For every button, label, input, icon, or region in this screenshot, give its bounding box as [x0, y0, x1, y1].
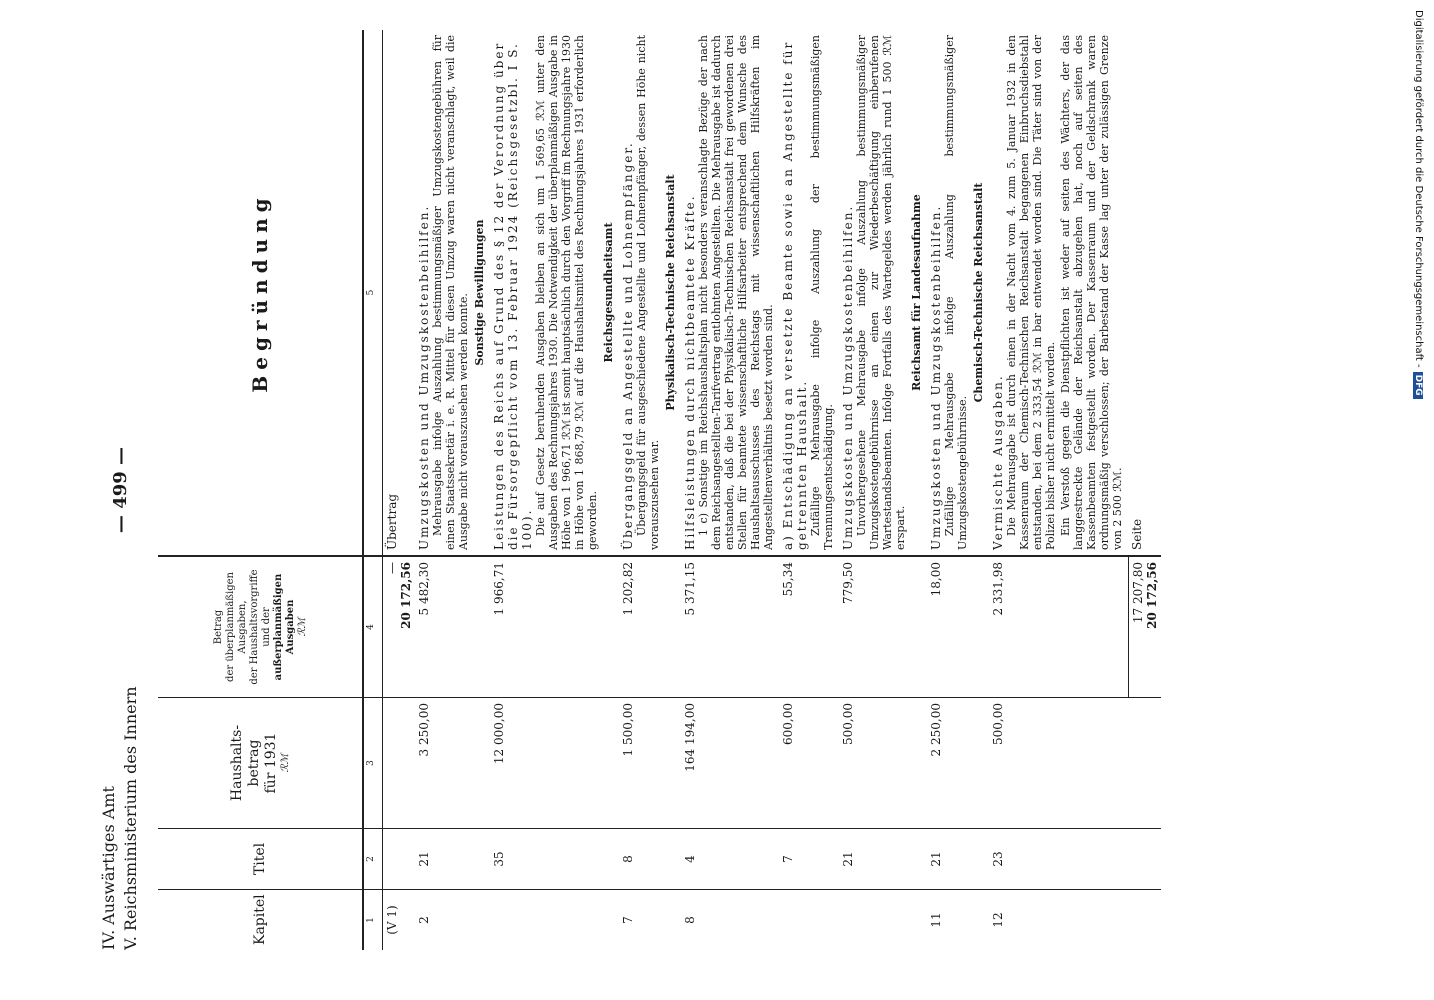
kapitel-cell: 2: [415, 890, 490, 951]
table-row: [839, 30, 927, 950]
explanation-paragraph: Die auf Gesetz beruhenden Ausgaben bleiben an sich um 1 569,65 ℛℳ unter den Ausgaben des Rechnungsjahres 1930. Die Notwendigkeit der überplanmäßigen Ausgabe in Höhe von 1 966,71 ℛℳ ist somit hauptsächlich durch den Vorgriff im Rechnungsjahre 1930 in Höhe von 1 868,79 ℛℳ auf die Haushaltsmittel des Rechnungsjahres 1931 erforderlich geworden.: [534, 35, 599, 550]
titel-cell: 23: [989, 829, 1128, 890]
explanation-paragraph: Unvorhergesehene Mehrausgabe infolge Auszahlung bestimmungsmäßiger Umzugskostengebührnisse an einen zur Wiederbeschäftigung einberufenen Wartestandsbeamten. Infolge Fortfalls des Wartegeldes werden jährlich rund 1 500 ℛℳ erspart.: [855, 35, 907, 550]
haushalt-cell: 2 250,00: [927, 698, 989, 829]
col-begruendung-header: Begründung: [158, 30, 363, 556]
begruendung-cell: [779, 30, 839, 556]
titel-cell: 8: [619, 829, 681, 890]
kapitel-cell: 12: [989, 890, 1128, 951]
kapitel-cell: [839, 890, 927, 951]
page-number: — 499 —: [110, 446, 131, 534]
table-row: [383, 30, 416, 950]
section-subheading: Physikalisch-Technische Reichsanstalt: [664, 174, 677, 411]
col-number: 4: [363, 556, 383, 698]
table-row: [989, 30, 1128, 950]
section-subheading: Chemisch-Technische Reichsanstalt: [972, 182, 985, 403]
col-titel-header: Titel: [158, 829, 363, 890]
carryover-label: Übertrag: [385, 493, 399, 550]
betrag-value: 20 172,56: [399, 562, 413, 629]
header-line-2: V. Reichsministerium des Innern: [121, 686, 140, 950]
section-subheading: Sonstige Bewilligungen: [473, 219, 486, 366]
begruendung-cell: [383, 30, 416, 556]
kapitel-cell: 8: [681, 890, 779, 951]
titel-cell: 7: [779, 829, 839, 890]
haushalt-cell: 500,00: [839, 698, 927, 829]
kapitel-cell: [779, 890, 839, 951]
entry-title: Umzugskosten und Umzugskostenbeihilfen.: [929, 204, 943, 550]
betrag-cell: [839, 556, 927, 698]
entry-title: Umzugskosten und Umzugskostenbeihilfen.: [841, 204, 855, 550]
explanation-paragraph: Mehrausgabe infolge Auszahlung bestimmungsmäßiger Umzugskostengebühren für einen Staatssekretär i. e. R. Mittel für diesen Umzug waren nicht veranschlagt, weil die Ausgabe nicht vorauszusehen werden konnte.: [431, 35, 470, 550]
entry-title: Übergangsgeld an Angestellte und Lohnempfänger.: [621, 141, 635, 550]
entry-title: Hilfsleistungen durch nichtbeamtete Kräfte.: [683, 194, 697, 550]
begruendung-cell: [927, 30, 989, 556]
col-number: 2: [363, 829, 383, 890]
betrag-cell: [490, 556, 619, 698]
titel-cell: 21: [415, 829, 490, 890]
titel-cell: 21: [839, 829, 927, 890]
table-row: [490, 30, 619, 950]
kapitel-cell: [490, 890, 619, 951]
kapitel-cell: (V 1): [383, 890, 416, 951]
explanation-paragraph: Zufällige Mehrausgabe infolge Auszahlung der bestimmungsmäßigen Trennungsentschädigung.: [809, 35, 835, 550]
betrag-cell: [989, 556, 1128, 698]
haushalt-cell: 12 000,00: [490, 698, 619, 829]
col-kapitel-header: Kapitel: [158, 890, 363, 951]
entry-title: a) Entschädigung an versetzte Beamte sowie an Angestellte für getrennten Haushalt.: [781, 40, 809, 550]
header-line-1: IV. Auswärtiges Amt: [99, 786, 118, 950]
betrag-value: 1 966,71: [492, 562, 506, 616]
begruendung-cell: [839, 30, 927, 556]
begruendung-cell: [681, 30, 779, 556]
kapitel-cell: 11: [927, 890, 989, 951]
entry-title: Umzugskosten und Umzugskostenbeihilfen.: [417, 204, 431, 550]
explanation-paragraph: Zufällige Mehrausgabe infolge Auszahlung bestimmungsmäßiger Umzugskostengebührnisse.: [943, 35, 969, 550]
col-betrag-header: Betrag der überplanmäßigen Ausgaben, der Haushaltsvorgriffe und der außerplanmäßigen Ausgaben ℛℳ: [158, 556, 363, 698]
betrag-cell: [619, 556, 681, 698]
table-row: [779, 30, 839, 950]
haushalt-cell: 1 500,00: [619, 698, 681, 829]
begruendung-cell: [619, 30, 681, 556]
section-subheading: Reichsgesundheitsamt: [602, 222, 615, 363]
explanation-paragraph: Die Mehrausgabe ist durch einen in der Nacht vom 4. zum 5. Januar 1932 in den Kassenraum der Chemisch-Technischen Reichsanstalt begangenen Einbruchsdiebstahl entstanden, bei dem 2 333,54 ℛℳ in bar entwendet worden sind. Die Täter sind von der Polizei bisher nicht ermittelt worden.: [1005, 35, 1057, 550]
haushalt-cell: 3 250,00: [415, 698, 490, 829]
betrag-value: 55,34: [781, 562, 795, 597]
col-haushalt-header: Haushalts- betrag für 1931 ℛℳ: [158, 698, 363, 829]
budget-table: [158, 30, 1161, 950]
begruendung-cell: [989, 30, 1128, 556]
explanation-paragraph: 1 c) Sonstige im Reichshaushaltsplan nicht besonders veranschlagte Bezüge der nach dem Reichsangestellten-Tarifvertrag entlohnten Angestellten. Die Mehrausgabe ist dadurch entstanden, daß die bei der Physikalisch-Technischen Reichsanstalt frei gewordenen drei Stellen für beamtete wissenschaftliche Hilfsarbeiter entsprechend dem Wunsche des Haushaltsausschusses des Reichstags mit wissenschaftlichen Hilfskräften im Angestelltenverhältnis besetzt worden sind.: [697, 35, 775, 550]
betrag-cell: [927, 556, 989, 698]
explanation-paragraph: Ein Verstoß gegen die Dienstpflichten ist weder auf seiten des Wächters, der das langgestreckte Gelände der Reichsanstalt abzugehen hat, noch auf seiten des Kassenbeamten festgestellt worden. Der Kassenraum und der Geldschrank waren ordnungsmäßig verschlossen; der Barbestand der Kasse lag unter der zulässigen Grenze von 2 500 ℛℳ.: [1059, 35, 1124, 550]
uebertrag-total: 20 172,56: [1144, 562, 1159, 629]
entry-title: Leistungen des Reichs auf Grund des § 12 der Verordnung über die Fürsorgepflicht vom 13. Februar 1924 (Reichsgesetzbl. I S. 100).: [492, 41, 534, 550]
kapitel-cell: 7: [619, 890, 681, 951]
document-page: [88, 30, 1398, 950]
unit-label: ℛℳ: [280, 753, 291, 773]
table-body: [383, 30, 1129, 950]
betrag-cell: [383, 556, 416, 698]
betrag-dash: —: [385, 562, 399, 574]
betrag-value: 5 482,30: [417, 562, 431, 616]
page-totals: [1128, 556, 1161, 698]
betrag-cell: [779, 556, 839, 698]
seite-amount: 17 207,80: [1130, 562, 1145, 624]
betrag-value: 1 202,82: [621, 562, 635, 616]
table-row: [415, 30, 490, 950]
table-row: [927, 30, 989, 950]
page-header: [88, 30, 158, 950]
begruendung-cell: [415, 30, 490, 556]
digitization-text: Digitalisierung gefördert durch die Deutsche Forschungsgemeinschaft -: [1413, 10, 1424, 368]
unit-label: ℛℳ: [296, 617, 308, 637]
betrag-cell: [415, 556, 490, 698]
betrag-value: 5 371,15: [683, 562, 697, 616]
haushalt-cell: 164 194,00: [681, 698, 779, 829]
table-row: [619, 30, 681, 950]
explanation-paragraph: Übergangsgeld für ausgeschiedene Angestellte und Lohnempfänger, dessen Höhe nicht vorauszusehen war.: [635, 35, 661, 550]
section-subheading: Reichsamt für Landesaufnahme: [910, 194, 923, 391]
haushalt-cell: 600,00: [779, 698, 839, 829]
titel-cell: 4: [681, 829, 779, 890]
betrag-value: 2 331,98: [991, 562, 1005, 616]
dfg-logo: DFG: [1413, 372, 1423, 399]
betrag-value: 779,50: [841, 562, 855, 604]
begruendung-cell: [490, 30, 619, 556]
haushalt-cell: 500,00: [989, 698, 1128, 829]
entry-title: Vermischte Ausgaben.: [991, 374, 1005, 550]
titel-cell: [383, 829, 416, 890]
table-row: [681, 30, 779, 950]
betrag-cell: [681, 556, 779, 698]
betrag-value: 18,00: [929, 562, 943, 597]
digitization-note: [1412, 10, 1424, 970]
col-number: 1: [363, 890, 383, 951]
titel-cell: 21: [927, 829, 989, 890]
haushalt-cell: [383, 698, 416, 829]
titel-cell: 35: [490, 829, 619, 890]
col-number: 3: [363, 698, 383, 829]
col-number: 5: [363, 30, 383, 556]
seite-label: Seite: [1130, 518, 1144, 550]
